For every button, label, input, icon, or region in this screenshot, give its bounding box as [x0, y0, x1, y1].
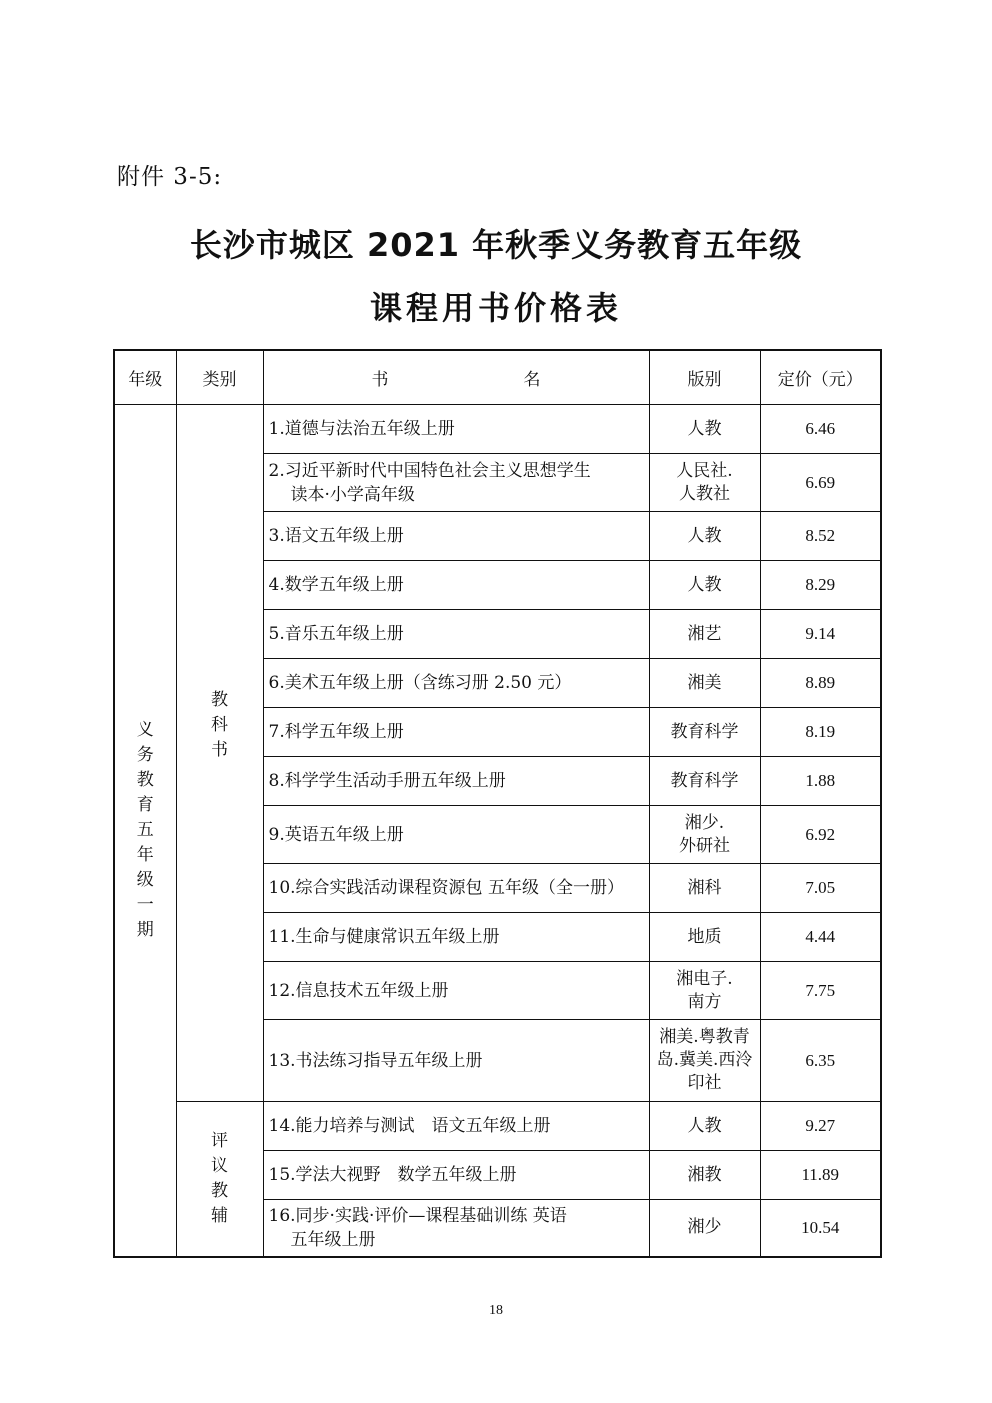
book-name-cell: [263, 962, 649, 1020]
edition-line: 印社: [687, 1073, 722, 1093]
page-title-line-2: 课程用书价格表: [369, 289, 622, 327]
book-name-line-1: 5.音乐五年级上册: [268, 624, 404, 644]
book-name-line-1: 15.学法大视野 数学五年级上册: [268, 1165, 517, 1185]
price-cell: 6.46: [760, 405, 881, 454]
book-name-line-1: 7.科学五年级上册: [268, 722, 404, 742]
book-name-cell: [263, 864, 649, 913]
price-cell: 4.44: [760, 913, 881, 962]
price-cell: 6.35: [760, 1020, 881, 1102]
edition-line: 教育科学: [670, 721, 739, 742]
book-name-cell: [263, 1151, 649, 1200]
book-name-cell: [263, 1200, 649, 1257]
category-textbook-text: 教科书: [211, 690, 228, 760]
book-name-line-1: 13.书法练习指导五年级上册: [268, 1050, 483, 1071]
edition-line: 外研社: [679, 835, 730, 856]
edition-cell: [649, 708, 760, 757]
price-cell: 10.54: [760, 1200, 881, 1257]
edition-cell: [649, 757, 760, 806]
edition-line: 人教社: [679, 483, 730, 504]
book-name-cell: [263, 512, 649, 561]
table-row: [114, 405, 881, 454]
book-name-line-1: 16.同步·实践·评价—课程基础训练 英语: [268, 1205, 567, 1226]
edition-line: 人教: [687, 574, 722, 595]
edition-cell: [649, 1102, 760, 1151]
header-grade: 年级: [114, 350, 176, 405]
header-edition: 版别: [649, 350, 760, 405]
book-name-cell: [263, 659, 649, 708]
edition-cell: [649, 512, 760, 561]
category-aux-cell: [176, 1102, 263, 1257]
price-cell: 6.69: [760, 454, 881, 512]
book-name-cell: [263, 405, 649, 454]
table-row: [114, 1102, 881, 1151]
page-title-line-1: 长沙市城区 2021 年秋季义务教育五年级: [189, 226, 803, 264]
edition-cell: [649, 1151, 760, 1200]
edition-line: 湘艺: [687, 623, 722, 644]
edition-line: 人教: [687, 418, 722, 439]
edition-line: 湘美.粤教青: [659, 1027, 750, 1047]
edition-cell: [649, 610, 760, 659]
category-textbook-cell: [176, 405, 263, 1102]
price-cell: 11.89: [760, 1151, 881, 1200]
book-name-line-1: 8.科学学生活动手册五年级上册: [268, 771, 506, 791]
price-cell: 1.88: [760, 757, 881, 806]
edition-line: 人民社.: [676, 460, 733, 481]
price-cell: 7.05: [760, 864, 881, 913]
edition-line: 教育科学: [670, 770, 739, 791]
edition-line: 岛.冀美.西泠: [656, 1050, 753, 1070]
grade-group-text: 义务教育五年级一期: [136, 719, 154, 940]
book-name-cell: [263, 454, 649, 512]
book-name-cell: [263, 757, 649, 806]
book-name-line-1: 10.综合实践活动课程资源包 五年级（全一册）: [268, 878, 624, 898]
edition-line: 湘美: [687, 672, 722, 693]
header-book-name-right: 名: [523, 370, 541, 390]
edition-cell: [649, 864, 760, 913]
book-name-line-2: 五年级上册: [290, 1229, 376, 1250]
book-name-line-1: 12.信息技术五年级上册: [268, 980, 449, 1001]
book-name-line-1: 11.生命与健康常识五年级上册: [268, 927, 500, 947]
table-header-row: [114, 350, 881, 405]
edition-cell: [649, 1200, 760, 1257]
book-name-line-1: 2.习近平新时代中国特色社会主义思想学生: [268, 460, 591, 481]
book-name-line-1: 9.英语五年级上册: [268, 824, 404, 845]
price-cell: 6.92: [760, 806, 881, 864]
header-category: 类别: [176, 350, 263, 405]
price-cell: 9.27: [760, 1102, 881, 1151]
edition-line: 湘电子.: [676, 968, 733, 989]
book-name-cell: [263, 806, 649, 864]
edition-line: 人教: [687, 1115, 722, 1136]
edition-line: 湘科: [687, 877, 722, 898]
book-name-line-1: 4.数学五年级上册: [268, 575, 404, 595]
edition-cell: [649, 806, 760, 864]
price-cell: 7.75: [760, 962, 881, 1020]
book-name-cell: [263, 1102, 649, 1151]
book-name-cell: [263, 561, 649, 610]
edition-line: 人教: [687, 525, 722, 546]
price-cell: 8.52: [760, 512, 881, 561]
book-name-line-1: 14.能力培养与测试 语文五年级上册: [268, 1116, 551, 1136]
price-table: [113, 349, 882, 1258]
header-price: 定价（元）: [760, 350, 881, 405]
book-name-line-2: 读本·小学高年级: [290, 484, 415, 505]
book-name-line-1: 3.语文五年级上册: [268, 526, 404, 546]
page-number: 18: [489, 1303, 503, 1318]
book-name-cell: [263, 610, 649, 659]
edition-line: 南方: [687, 991, 722, 1012]
book-name-cell: [263, 1020, 649, 1102]
edition-line: 地质: [687, 926, 722, 947]
attachment-label: 附件 3-5:: [117, 164, 223, 190]
edition-cell: [649, 405, 760, 454]
price-cell: 8.19: [760, 708, 881, 757]
edition-cell: [649, 454, 760, 512]
edition-line: 湘少.: [684, 812, 725, 833]
category-aux-text: 评议教辅: [211, 1130, 228, 1226]
edition-cell: [649, 659, 760, 708]
price-cell: 8.29: [760, 561, 881, 610]
header-book-name-left: 书: [371, 370, 389, 390]
price-cell: 9.14: [760, 610, 881, 659]
book-name-cell: [263, 913, 649, 962]
header-book-name: [263, 350, 649, 405]
book-name-line-1: 6.美术五年级上册（含练习册 2.50 元）: [268, 673, 572, 693]
price-cell: 8.89: [760, 659, 881, 708]
edition-line: 湘少: [687, 1217, 722, 1238]
edition-cell: [649, 561, 760, 610]
edition-cell: [649, 962, 760, 1020]
book-name-cell: [263, 708, 649, 757]
grade-group-cell: [114, 405, 176, 1257]
edition-line: 湘教: [687, 1164, 722, 1185]
edition-cell: [649, 913, 760, 962]
book-name-line-1: 1.道德与法治五年级上册: [268, 419, 455, 439]
edition-cell: [649, 1020, 760, 1102]
